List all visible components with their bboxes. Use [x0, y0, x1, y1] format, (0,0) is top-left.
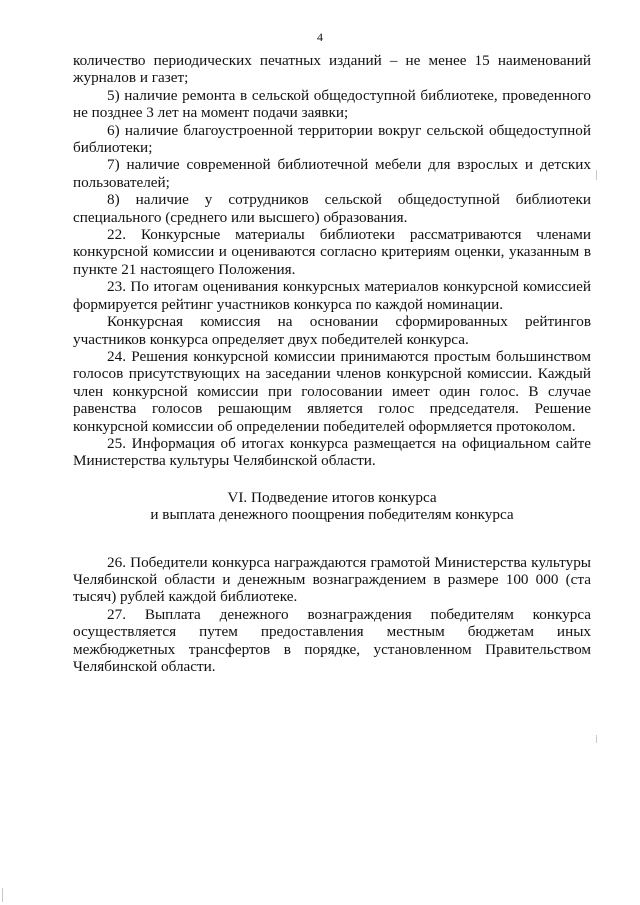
paragraph-item-5: 5) наличие ремонта в сельской общедоступной библиотеке, проведенного не позднее 3 лет на момент подачи заявки;	[73, 86, 591, 122]
page-number: 4	[317, 30, 323, 44]
paragraph-27: 27. Выплата денежного вознаграждения победителям конкурса осуществляется путем предоставления местным бюджетам иных межбюджетных трансфертов в порядке, установленном Правительством Челябинской области.	[73, 605, 591, 675]
section-title-line-2: и выплата денежного поощрения победителям конкурса	[150, 506, 514, 524]
paragraph-25: 25. Информация об итогах конкурса размещается на официальном сайте Министерства культуры Челябинской области.	[73, 434, 591, 470]
paragraph-22: 22. Конкурсные материалы библиотеки рассматриваются членами конкурсной комиссии и оцениваются согласно критериям оценки, указанным в пункте 21 настоящего Положения.	[73, 226, 591, 278]
scan-mark	[596, 735, 597, 743]
section-title	[73, 489, 591, 524]
paragraph-item-8: 8) наличие у сотрудников сельской общедоступной библиотеки специального (среднего или высшего) образования.	[73, 191, 591, 226]
document-body	[73, 52, 591, 675]
paragraph-periodicals: количество периодических печатных изданий – не менее 15 наименований журналов и газет;	[73, 52, 591, 87]
paragraph-26: 26. Победители конкурса награждаются грамотой Министерства культуры Челябинской области и денежным вознаграждением в размере 100 000 (ста тысяч) рублей каждой библиотеке.	[73, 553, 591, 606]
paragraph-23: 23. По итогам оценивания конкурсных материалов конкурсной комиссией формируется рейтинг участников конкурса по каждой номинации.	[73, 278, 591, 313]
paragraph-item-7: 7) наличие современной библиотечной мебели для взрослых и детских пользователей;	[73, 156, 591, 191]
section-title-line-1: VI. Подведение итогов конкурса	[227, 488, 437, 506]
paragraph-item-6: 6) наличие благоустроенной территории вокруг сельской общедоступной библиотеки;	[73, 121, 591, 157]
paragraph-24: 24. Решения конкурсной комиссии принимаются простым большинством голосов присутствующих на заседании членов конкурсной комиссии. Каждый член конкурсной комиссии при голосовании имеет один голос. В случае равенства голосов решающим является голос председателя. Решение конкурсной комиссии об определении победителей оформляется протоколом.	[73, 347, 591, 435]
paragraph-23-continued: Конкурсная комиссия на основании сформированных рейтингов участников конкурса определяет двух победителей конкурса.	[73, 313, 591, 348]
scan-mark	[2, 888, 3, 902]
scan-mark	[596, 170, 597, 180]
